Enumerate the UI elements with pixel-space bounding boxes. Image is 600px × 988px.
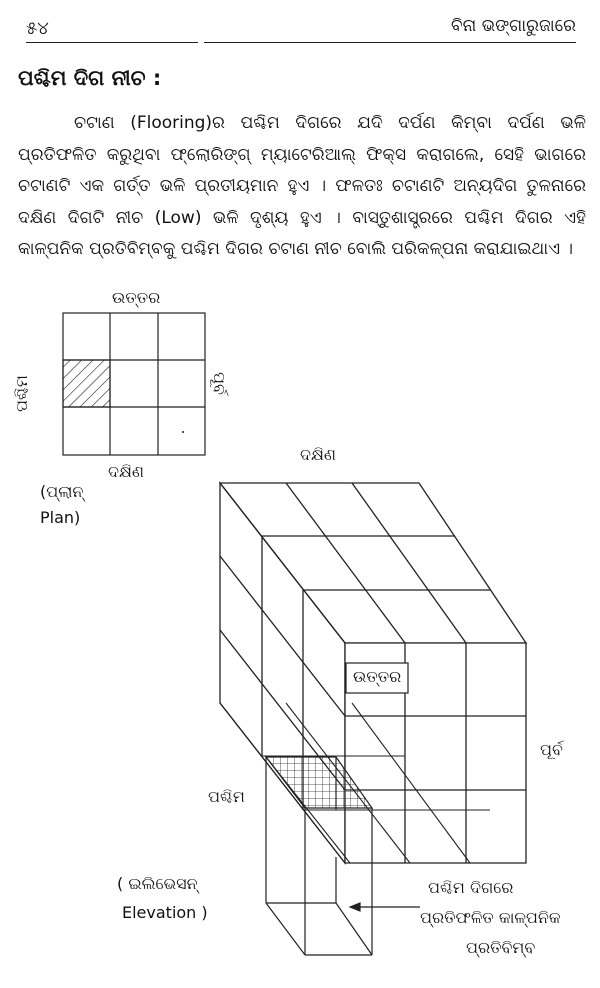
elevation-north-label: ଉତ୍ତର bbox=[353, 667, 402, 686]
annotation-line-1: ପଶ୍ଚିମ ଦିଗରେ bbox=[428, 878, 514, 897]
plan-caption-english: Plan) bbox=[40, 508, 81, 527]
plan-south-label: ଦକ୍ଷିଣ bbox=[108, 462, 145, 481]
plan-grid bbox=[63, 313, 205, 455]
elevation-south-label: ଦକ୍ଷିଣ bbox=[300, 445, 337, 464]
elevation-west-label: ପଶ୍ଚିମ bbox=[208, 787, 245, 806]
running-title: ବିନା ଭଙ୍ଗାରୁଜାରେ bbox=[451, 16, 576, 36]
plan-east-label: ପୂର୍ବ bbox=[210, 372, 229, 395]
section-heading: ପଶ୍ଚିମ ଦିଗ ନୀଚ : bbox=[18, 66, 162, 90]
plan-west-hatch bbox=[63, 360, 110, 407]
body-paragraph: ଚଟାଣ (Flooring)ର ପଶ୍ଚିମ ଦିଗରେ ଯଦି ଦର୍ପଣ କିମ୍ବା ଦର୍ପଣ ଭଳି ପ୍ରତିଫଳିତ କରୁଥିବା ଫ୍ଲୋରିଙ୍ଗ୍ ମ୍ୟାଟେରିଆଲ୍ ଫିକ୍ସ କରାଗଲେ, ସେହି ଭାଗରେ ଚଟାଣଟି ଏକ ଗର୍ତ୍ତ ଭଳି ପ୍ରତୀୟମାନ ହୁଏ । ଫଳତଃ ଚଟାଣଟି ଅନ୍ୟଦିଗ ତୁଳନାରେ ଦକ୍ଷିଣ ଦିଗଟି ନୀଚ (Low) ଭଳି ଦୃଶ୍ୟ ହୁଏ । ବାସ୍ତୁଶାସ୍ତ୍ରରେ ପଶ୍ଚିମ ଦିଗର ଏହି କାଳ୍ପନିକ ପ୍ରତିବିମ୍ବକୁ ପଶ୍ଚିମ ଦିଗର ଚଟାଣ ନୀଚ ବୋଲି ପରିକଳ୍ପନା କରାଯାଇଥାଏ । bbox=[18, 113, 586, 259]
plan-west-label: ପଶ୍ଚିମ bbox=[12, 375, 31, 412]
elevation-caption-odia: ( ଇଲିଭେସନ୍ bbox=[117, 874, 198, 893]
annotation-line-3: ପ୍ରତିବିମ୍ବ bbox=[466, 938, 536, 957]
page-number: ୫୪ bbox=[26, 18, 49, 39]
annotation-arrow bbox=[350, 903, 420, 911]
elevation-east-label: ପୂର୍ବ bbox=[540, 740, 563, 759]
plan-north-label: ଉତ୍ତର bbox=[112, 288, 161, 307]
plan-caption-odia: (ପ୍ଲାନ୍ bbox=[40, 482, 84, 501]
annotation-line-2: ପ୍ରତିଫଳିତ କାଳ୍ପନିକ bbox=[420, 908, 561, 927]
elevation-caption-english: Elevation ) bbox=[122, 903, 208, 922]
